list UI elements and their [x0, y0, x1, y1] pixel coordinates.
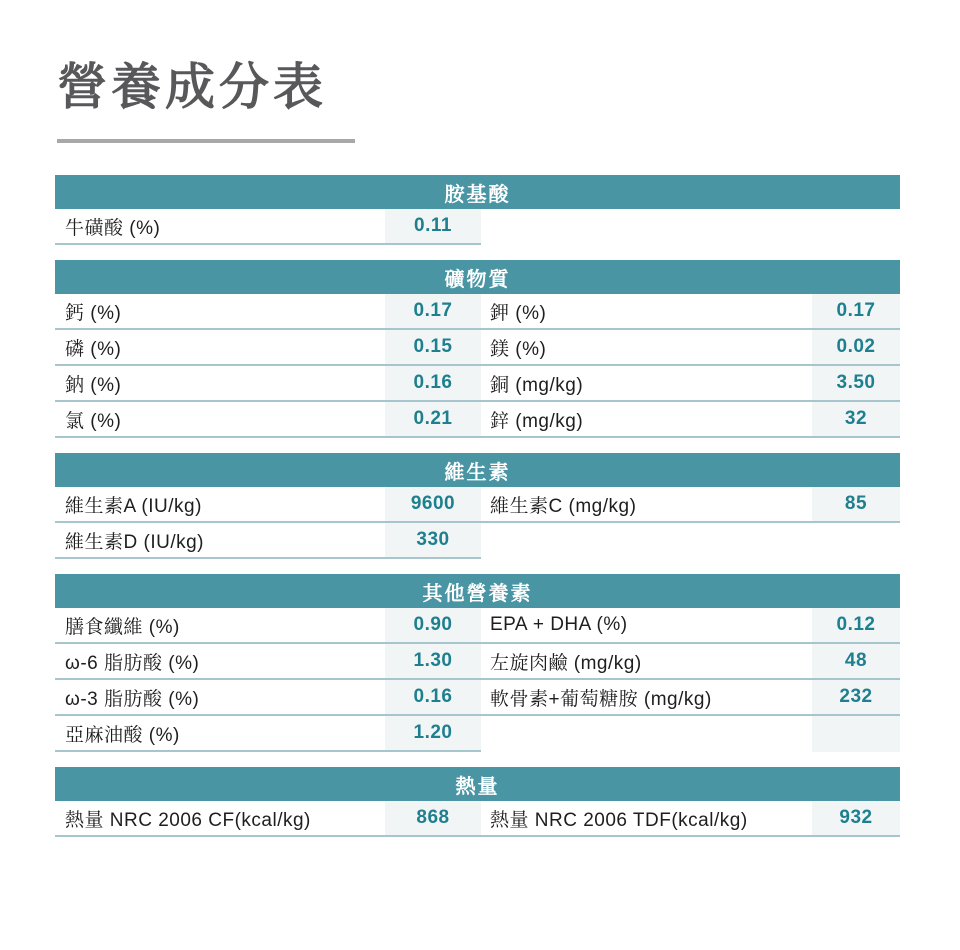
- section-vitamins: [55, 453, 900, 559]
- nutrient-label: 左旋肉鹼 (mg/kg): [490, 652, 642, 674]
- table-row: [55, 330, 900, 366]
- nutrient-label: 鈉 (%): [65, 374, 122, 396]
- row-half: [55, 523, 481, 559]
- row-half: [55, 209, 481, 245]
- nutrient-label: 銅 (mg/kg): [490, 374, 584, 396]
- nutrition-facts-page: [0, 60, 960, 950]
- row-half: [481, 680, 900, 716]
- section-header: 其他營養素: [55, 574, 900, 608]
- nutrient-value: 0.17: [385, 294, 481, 328]
- nutrient-value: 330: [385, 523, 481, 557]
- nutrient-value: 32: [812, 402, 900, 436]
- nutrient-value: 0.16: [385, 680, 481, 714]
- nutrient-label: ω-6 脂肪酸 (%): [65, 652, 200, 674]
- nutrient-label-empty: [481, 716, 812, 752]
- nutrient-label: EPA + DHA (%): [490, 614, 628, 635]
- table-row: [55, 716, 900, 752]
- nutrient-value: 1.20: [385, 716, 481, 750]
- row-half: [481, 487, 900, 523]
- section-other-nutrients: [55, 574, 900, 752]
- nutrient-label: 膳食纖維 (%): [65, 616, 180, 638]
- table-row: [55, 608, 900, 644]
- section-calories: [55, 767, 900, 837]
- title-underline: [57, 139, 355, 143]
- table-row: [55, 644, 900, 680]
- table-row: [55, 487, 900, 523]
- row-half: [55, 487, 481, 523]
- nutrient-label: 熱量 NRC 2006 CF(kcal/kg): [65, 809, 311, 831]
- nutrient-value-empty: [812, 716, 900, 752]
- row-half: [55, 716, 481, 752]
- nutrient-label: 鈣 (%): [65, 302, 122, 324]
- nutrient-value: 0.90: [385, 608, 481, 642]
- nutrient-label: 熱量 NRC 2006 TDF(kcal/kg): [490, 809, 748, 831]
- nutrition-table: [55, 175, 900, 837]
- table-row: [55, 402, 900, 438]
- nutrient-label: 維生素C (mg/kg): [490, 495, 637, 517]
- row-half: [481, 366, 900, 402]
- row-half-empty: [481, 209, 900, 245]
- table-row: [55, 209, 900, 245]
- row-half: [481, 644, 900, 680]
- row-half: [55, 608, 481, 644]
- nutrient-value: 9600: [385, 487, 481, 521]
- nutrient-value: 232: [812, 680, 900, 714]
- nutrient-value: 0.02: [812, 330, 900, 364]
- nutrient-label: 軟骨素+葡萄糖胺 (mg/kg): [490, 688, 712, 710]
- row-half: [55, 366, 481, 402]
- row-half: [481, 402, 900, 438]
- row-half-empty: [481, 523, 900, 559]
- section-header: 胺基酸: [55, 175, 900, 209]
- row-half: [481, 608, 900, 644]
- row-half: [55, 402, 481, 438]
- page-title: 營養成分表: [57, 59, 327, 115]
- table-row: [55, 366, 900, 402]
- nutrient-value: 868: [385, 801, 481, 835]
- row-half-empty: [481, 716, 900, 752]
- nutrient-label: 氯 (%): [65, 410, 122, 432]
- row-half: [55, 801, 481, 837]
- nutrient-value: 0.17: [812, 294, 900, 328]
- nutrient-value: 0.21: [385, 402, 481, 436]
- section-header: 礦物質: [55, 260, 900, 294]
- nutrient-value: 85: [812, 487, 900, 521]
- table-row: [55, 523, 900, 559]
- table-row: [55, 680, 900, 716]
- row-half: [481, 330, 900, 366]
- section-header: 維生素: [55, 453, 900, 487]
- section-header: 熱量: [55, 767, 900, 801]
- row-half: [481, 801, 900, 837]
- nutrient-value: 0.12: [812, 608, 900, 642]
- row-half: [55, 644, 481, 680]
- row-half: [55, 294, 481, 330]
- nutrient-label: 鋅 (mg/kg): [490, 410, 584, 432]
- nutrient-label: 鉀 (%): [490, 302, 547, 324]
- nutrient-label: ω-3 脂肪酸 (%): [65, 688, 200, 710]
- nutrient-label: 維生素A (IU/kg): [65, 495, 202, 517]
- section-minerals: [55, 260, 900, 438]
- nutrient-value: 48: [812, 644, 900, 678]
- nutrient-label: 維生素D (IU/kg): [65, 531, 205, 553]
- nutrient-value: 3.50: [812, 366, 900, 400]
- nutrient-value: 0.16: [385, 366, 481, 400]
- nutrient-label: 牛磺酸 (%): [65, 217, 161, 239]
- section-amino-acids: [55, 175, 900, 245]
- row-half: [55, 680, 481, 716]
- nutrient-value: 1.30: [385, 644, 481, 678]
- nutrient-value: 0.11: [385, 209, 481, 243]
- table-row: [55, 294, 900, 330]
- nutrient-value: 932: [812, 801, 900, 835]
- nutrient-label: 鎂 (%): [490, 338, 547, 360]
- row-half: [481, 294, 900, 330]
- row-half: [55, 330, 481, 366]
- nutrient-label: 亞麻油酸 (%): [65, 724, 180, 746]
- table-row: [55, 801, 900, 837]
- nutrient-label: 磷 (%): [65, 338, 122, 360]
- nutrient-value: 0.15: [385, 330, 481, 364]
